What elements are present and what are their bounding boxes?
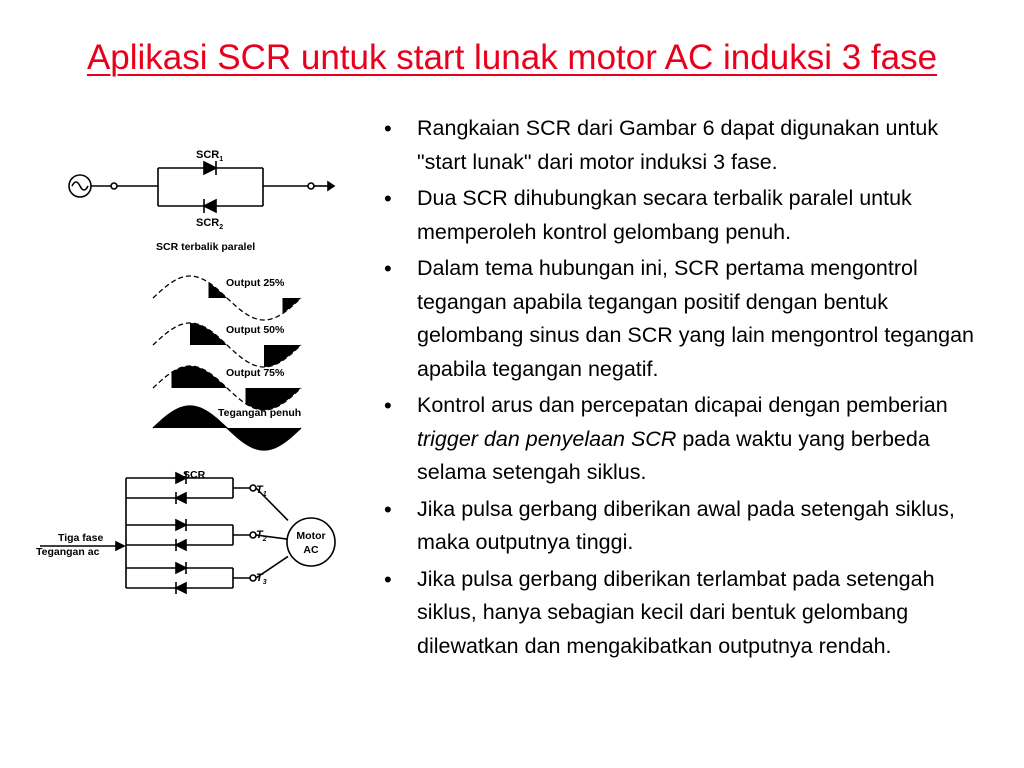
slide-title: Aplikasi SCR untuk start lunak motor AC induksi 3 fase xyxy=(86,38,938,77)
scr2-label: $SCR_2$ xyxy=(196,217,224,231)
input-arrow-head xyxy=(116,542,124,550)
scr-circuit-figure xyxy=(28,138,368,618)
bullet-item xyxy=(380,389,980,490)
ac-wave-symbol xyxy=(72,182,88,190)
waveform-label: Output 75% xyxy=(226,367,285,379)
waveform-label: Output 50% xyxy=(226,324,285,336)
waveform-fill xyxy=(190,323,227,345)
scr-reverse-symbol xyxy=(176,540,186,550)
waveform-fill xyxy=(172,366,228,388)
t1-label: $T_1$ xyxy=(256,484,267,498)
bullet-item: • Jika pulsa gerbang diberikan awal pada setengah siklus, maka outputnya tinggi. xyxy=(380,493,980,560)
t2-label: $T_2$ xyxy=(256,529,267,543)
bullet-item: • Dua SCR dihubungkan secara terbalik paralel untuk memperoleh kontrol gelombang penuh. xyxy=(380,182,980,249)
input-label-tiga-fase: Tiga fase xyxy=(58,532,104,544)
waveform-label: Tegangan penuh xyxy=(218,407,302,419)
bullet-item: • Dalam tema hubungan ini, SCR pertama mengontrol tegangan apabila tegangan positif dengan bentuk gelombang sinus dan SCR yang lain mengontrol tegangan apabila tegangan negatif. xyxy=(380,252,980,386)
top-circuit xyxy=(69,161,334,213)
motor-ac-circle xyxy=(287,518,335,566)
bullet-italic-text: trigger dan penyelaan SCR xyxy=(417,426,677,451)
waveform-label: Output 25% xyxy=(226,277,285,289)
scr-reverse-symbol xyxy=(176,493,186,503)
bottom-scr-label: SCR xyxy=(183,469,206,481)
bullet-item: • Jika pulsa gerbang diberikan terlambat pada setengah siklus, hanya sebagian kecil dari bentuk gelombang dilewatkan dan mengakibatkan outputnya rendah. xyxy=(380,563,980,664)
scr-reverse-symbol xyxy=(176,583,186,593)
scr-forward-symbol xyxy=(176,520,186,530)
waveform-fill xyxy=(153,406,227,428)
waveform-group xyxy=(153,276,301,450)
input-label-tegangan-ac: Tegangan ac xyxy=(36,546,100,558)
bullet-list xyxy=(380,112,980,666)
bullet-text-part: pada waktu yang berbeda selama setengah siklus. xyxy=(417,426,930,484)
waveform-fill xyxy=(227,428,301,450)
motor-ac-label: AC xyxy=(303,544,319,556)
t3-label: $T_3$ xyxy=(256,572,267,586)
waveform-fill xyxy=(264,345,301,367)
motor-label: Motor xyxy=(296,530,326,542)
bullet-text-part: Kontrol arus dan percepatan dicapai dengan pemberian xyxy=(417,393,948,417)
scr-diagram xyxy=(28,138,368,618)
scr-caption: SCR terbalik paralel xyxy=(156,241,256,253)
bullet-item: • Rangkaian SCR dari Gambar 6 dapat digunakan untuk "start lunak" dari motor induksi 3 fase. xyxy=(380,112,980,179)
scr1-label: $SCR_1$ xyxy=(196,149,224,163)
scr2-symbol xyxy=(204,200,216,212)
scr-forward-symbol xyxy=(176,563,186,573)
scr1-symbol xyxy=(204,162,216,174)
